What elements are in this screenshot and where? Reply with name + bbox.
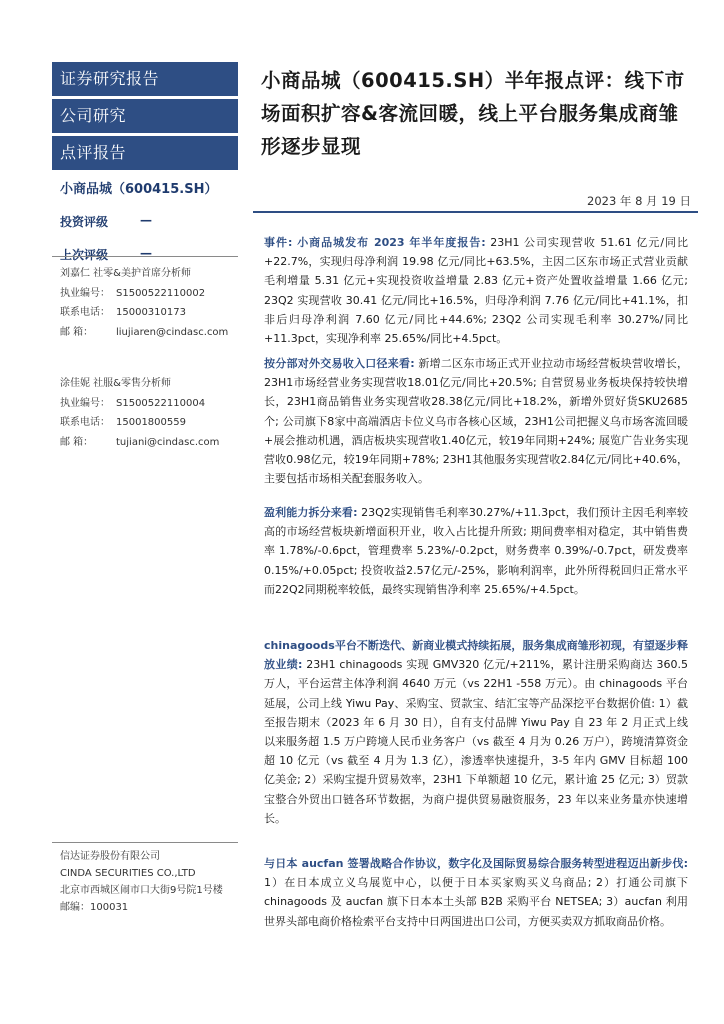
footer-divider (52, 842, 238, 843)
email-label: 邮 箱： (60, 326, 94, 338)
company-postcode: 邮编：100031 (60, 902, 129, 913)
rating-value: — (140, 213, 152, 227)
paragraph-body: 23Q2实现销售毛利率30.27%/+11.3pct，我们预计主因毛利率较高的市场经营板块新增面积开业，收入占比提升所致; 期间费率相对稳定，其中销售费率 1.78%/-0.6pct，管理费率 5.23%/-0.2pct，财务费率 0.39%/-0.7pct，研发费率0.15%/+0.05pct; 投资收益2.57亿元/-25%，影响利润率，此外所得税回归正常水平而22Q2同期税率较低，最终实现销售净利率 25.65%/+4.5pct。 (264, 506, 688, 596)
analyst-card (60, 264, 228, 342)
company-address: 北京市西城区闹市口大街9号院1号楼 (60, 885, 223, 896)
company-cn: 信达证券股份有限公司 (60, 851, 160, 862)
email-label: 邮 箱： (60, 436, 94, 448)
phone-number: 15000310173 (116, 307, 186, 318)
sub-category-label: 点评报告 (52, 136, 238, 170)
paragraph-lead: 事件: 小商品城发布 2023 年半年度报告: (264, 236, 486, 249)
email-address[interactable]: tujiani@cindasc.com (116, 436, 220, 448)
report-date: 2023 年 8 月 19 日 (587, 194, 691, 208)
rating-label: 投资评级 (60, 215, 109, 229)
report-type-label: 证券研究报告 (52, 62, 238, 96)
previous-rating (52, 246, 238, 263)
paragraph-profitability (264, 503, 688, 599)
analyst-name: 刘嘉仁 社零&美护首席分析师 (60, 268, 191, 279)
paragraph-lead: chinagoods平台不断迭代、新商业模式持续拓展，服务集成商雏形初现，有望逐步释放业绩: (264, 639, 688, 672)
email-address[interactable]: liujiaren@cindasc.com (116, 326, 229, 338)
analyst-name: 涂佳妮 社服&零售分析师 (60, 378, 171, 389)
paragraph-body: 新增二区东市场正式开业拉动市场经营板块营收增长，23H1市场经营业务实现营收18.01亿元/同比+20.5%; 自营贸易业务板块保持较快增长，23H1商品销售业务实现营收28.38亿元/同比+18.2%，新增外贸好货SKU2685个; 公司旗下8家中高端酒店卡位义乌市各核心区域，23H1公司把握义乌市场客流回暖+展会推动机遇，酒店板块实现营收1.40亿元，较19年同期+24%; 展览广告业务实现营收0.98亿元，较19年同期+78%; 23H1其他服务实现营收2.84亿元/同比+40.6%，主要包括市场相关配套服务收入。 (264, 357, 688, 486)
paragraph-lead: 按分部对外交易收入口径来看: (264, 357, 415, 370)
paragraph-segments (264, 354, 688, 488)
title-rule (253, 211, 698, 213)
prev-rating-label: 上次评级 (60, 248, 109, 262)
cert-number: S1500522110004 (116, 397, 206, 409)
sidebar-divider (52, 256, 238, 257)
analyst-card (60, 374, 219, 452)
prev-rating-value: — (140, 246, 152, 260)
investment-rating (52, 213, 238, 230)
cert-label: 执业编号： (60, 397, 110, 409)
paragraph-body: 1）在日本成立义乌展览中心，以便于日本买家购买义乌商品; 2）打通公司旗下 chinagoods 及 aucfan 旗下日本本土头部 B2B 采购平台 NETSEA; 3）aucfan 利用世界头部电商价格检索平台支持中日两国进出口公司，方便买卖双方抓取商品价格。 (264, 876, 688, 928)
paragraph-chinagoods (264, 636, 688, 828)
phone-number: 15001800559 (116, 417, 186, 428)
paragraph-event (264, 233, 688, 348)
phone-label: 联系电话： (60, 307, 110, 318)
paragraph-lead: 与日本 aucfan 签署战略合作协议，数字化及国际贸易综合服务转型进程迈出新步伐: (264, 857, 688, 870)
sidebar (52, 62, 238, 263)
cert-number: S1500522110002 (116, 287, 206, 299)
paragraph-aucfan (264, 854, 688, 931)
paragraph-body: 23H1 公司实现营收 51.61 亿元/同比+22.7%，实现归母净利润 19.98 亿元/同比+63.5%，主因二区东市场正式营业贡献毛利增量 5.31 亿元+实现投资收益增量 2.83 亿元+资产处置收益增量 1.66 亿元; 23Q2 实现营收 30.41 亿元/同比+16.5%，归母净利润 7.76 亿元/同比+41.1%，扣非后归母净利润 7.60 亿元/同比+44.6%; 23Q2 公司实现毛利率 30.27%/同比+11.3pct，实现净利率 25.65%/同比+4.5pct。 (264, 236, 689, 346)
report-title: 小商品城（600415.SH）半年报点评：线下市场面积扩容&客流回暖，线上平台服务集成商雏形逐步显现 (261, 69, 685, 158)
cert-label: 执业编号： (60, 287, 110, 299)
phone-label: 联系电话： (60, 417, 110, 428)
paragraph-body: 23H1 chinagoods 实现 GMV320 亿元/+211%，累计注册采购商达 360.5 万人，平台运营主体净利润 4640 万元（vs 22H1 -558 万元）。由 chinagoods 平台延展，公司上线 Yiwu Pay、采购宝、贸款宝、结汇宝等产品深挖平台数据价值: 1）截至报告期末（2023 年 6 月 30 日），自有支付品牌 Yiwu Pay 自 23 年 2 月正式上线以来服务超 1.5 万户跨境人民币业务客户（vs 截至 4 月为 0.26 万户），跨境清算资金超 10 亿元（vs 截至 4 月为 1.3 亿），渗透率快速提升，3-5 年内 GMV 目标超 100 亿美金; 2）采购宝提升贸易效率，23H1 下单额超 10 亿元，累计逾 25 亿元; 3）贸款宝整合外贸出口链各环节数据，为商户提供贸易融资服务，23 年以来业务量亦快速增长。 (264, 658, 688, 825)
company-en: CINDA SECURITIES CO.,LTD (60, 868, 196, 879)
company-footer (60, 848, 223, 916)
company-name: 小商品城（600415.SH） (60, 182, 218, 197)
paragraph-lead: 盈利能力拆分来看: (264, 506, 358, 519)
category-label: 公司研究 (52, 99, 238, 133)
